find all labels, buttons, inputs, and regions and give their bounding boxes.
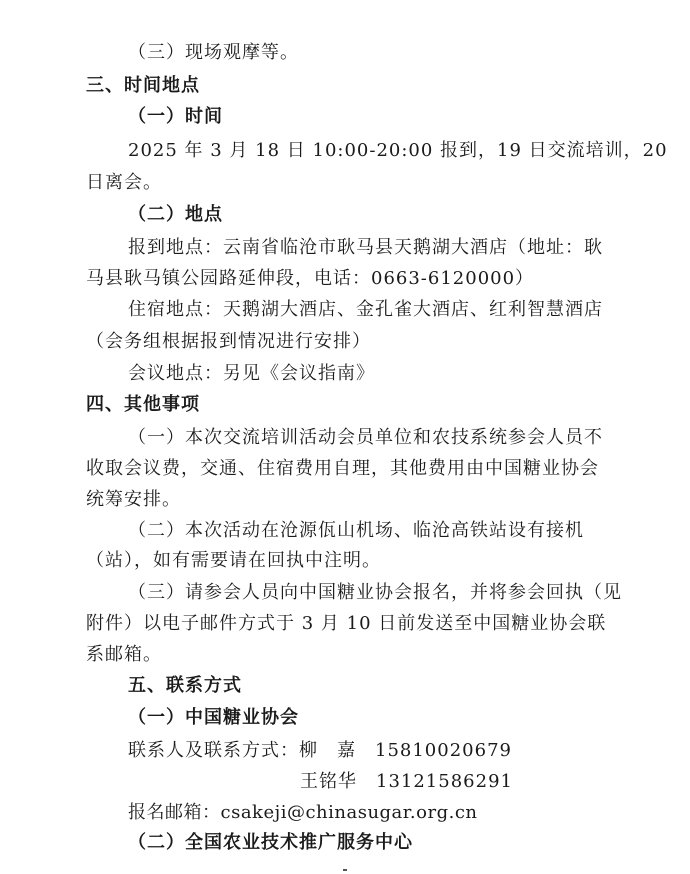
lodging-location-line-2: （会务组根据报到情况进行安排） bbox=[86, 331, 371, 352]
subheading-national-agri-tech-center: （二）全国农业技术推广服务中心 bbox=[128, 832, 413, 853]
section-heading-contact: 五、联系方式 bbox=[128, 675, 242, 696]
section-heading-other-matters: 四、其他事项 bbox=[86, 394, 200, 415]
page-mark bbox=[343, 869, 347, 871]
time-paragraph-line-2: 日离会。 bbox=[86, 172, 162, 193]
time-paragraph-line-1: 2025 年 3 月 18 日 10:00-20:00 报到，19 日交流培训，20 bbox=[128, 140, 668, 161]
matter-2-line-1: （二）本次活动在沧源佤山机场、临沧高铁站设有接机 bbox=[128, 520, 584, 541]
contact-person-2: 王铭华 13121586291 bbox=[300, 771, 513, 792]
meeting-location: 会议地点：另见《会议指南》 bbox=[128, 363, 375, 384]
matter-2-line-2: （站），如有需要请在回执中注明。 bbox=[86, 550, 381, 571]
subheading-time: （一）时间 bbox=[128, 106, 223, 127]
section-heading-time-place: 三、时间地点 bbox=[86, 75, 200, 96]
checkin-location-line-1: 报到地点：云南省临沧市耿马县天鹅湖大酒店（地址：耿 bbox=[128, 237, 603, 258]
checkin-location-line-2: 马县耿马镇公园路延伸段，电话：0663-6120000） bbox=[86, 268, 535, 289]
registration-email: 报名邮箱：csakeji@chinasugar.org.cn bbox=[128, 802, 478, 823]
subheading-china-sugar-association: （一）中国糖业协会 bbox=[128, 707, 299, 728]
matter-1-line-3: 统筹安排。 bbox=[86, 489, 181, 510]
lodging-location-line-1: 住宿地点：天鹅湖大酒店、金孔雀大酒店、红利智慧酒店 bbox=[128, 299, 603, 320]
matter-1-line-2: 收取会议费，交通、住宿费用自理，其他费用由中国糖业协会 bbox=[86, 458, 599, 479]
matter-1-line-1: （一）本次交流培训活动会员单位和农技系统参会人员不 bbox=[128, 427, 603, 448]
matter-3-line-1: （三）请参会人员向中国糖业协会报名，并将参会回执（见 bbox=[128, 582, 622, 603]
subheading-place: （二）地点 bbox=[128, 204, 223, 225]
matter-3-line-2: 附件）以电子邮件方式于 3 月 10 日前发送至中国糖业协会联 bbox=[86, 613, 607, 634]
contact-person-1: 联系人及联系方式：柳 嘉 15810020679 bbox=[128, 740, 512, 761]
matter-3-line-3: 系邮箱。 bbox=[86, 644, 162, 665]
item-onsite-observation: （三）现场观摩等。 bbox=[128, 42, 299, 63]
